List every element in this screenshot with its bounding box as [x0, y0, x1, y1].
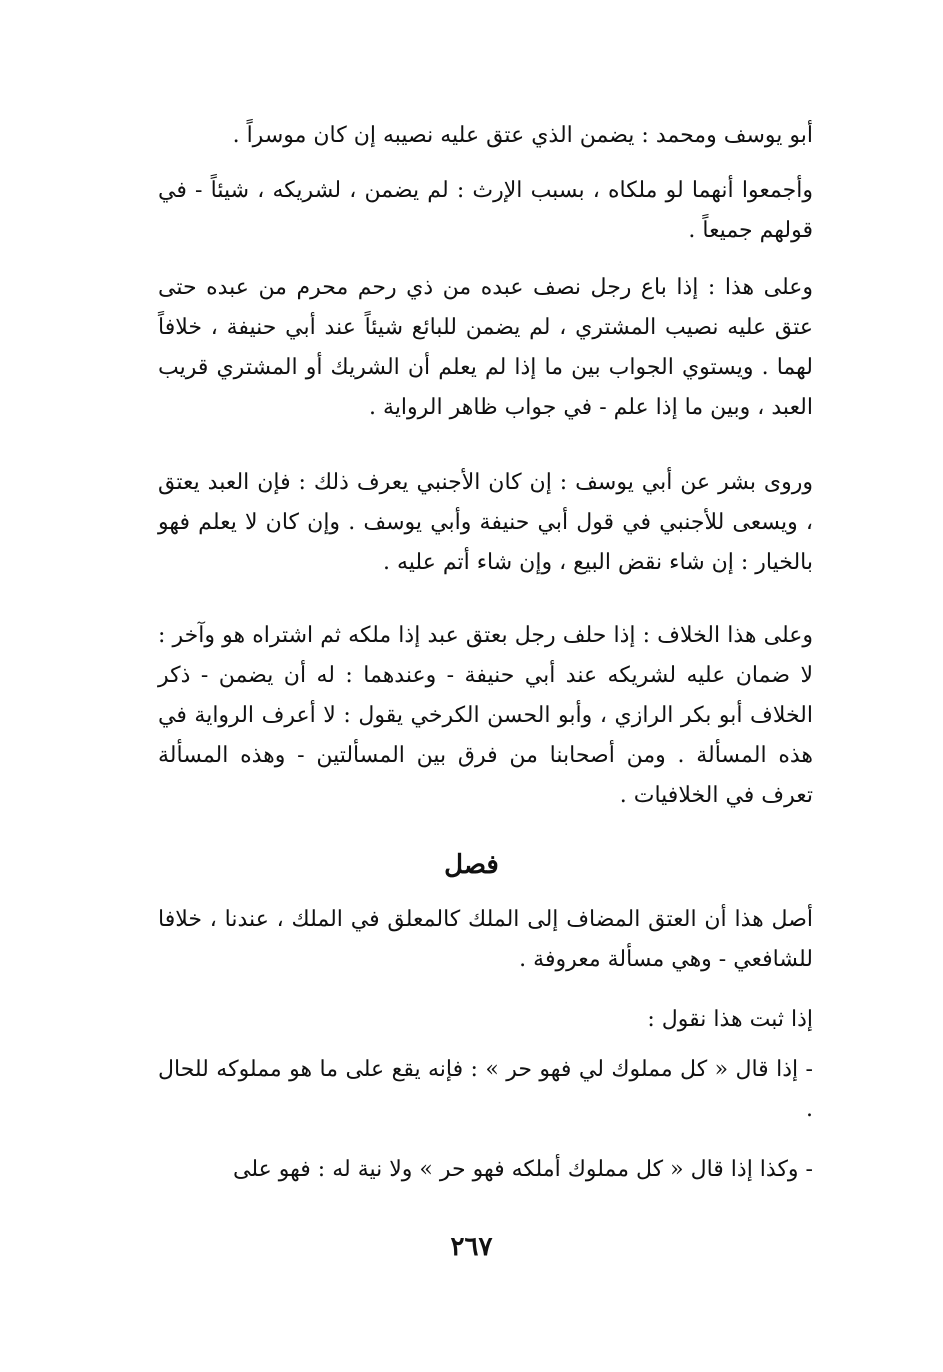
paragraph-5 — [158, 616, 813, 816]
paragraph-text: وعلى هذا : إذا باع رجل نصف عبده من ذي رحم محرم من عبده حتى عتق عليه نصيب المشتري ، لم يضمن للبائع شيئاً عند أبي حنيفة ، خلافاً لهما . ويستوي الجواب بين ما إذا لم يعلم أن الشريك أو المشتري قريب العبد ، وبين ما إذا علم - في جواب ظاهر الرواية . — [158, 275, 813, 420]
paragraph-7 — [158, 1000, 813, 1040]
paragraph-text: إذا ثبت هذا نقول : — [647, 1007, 813, 1032]
paragraph-8 — [158, 1050, 813, 1130]
paragraph-4 — [158, 463, 813, 583]
paragraph-9 — [158, 1150, 813, 1190]
paragraph-3 — [158, 268, 813, 428]
paragraph-6 — [158, 900, 813, 980]
paragraph-text: وأجمعوا أنهما لو ملكاه ، بسبب الإرث : لم يضمن ، لشريكه ، شيئاً - في قولهم جميعاً . — [158, 178, 813, 243]
page-number: ٢٦٧ — [450, 1232, 493, 1262]
paragraph-text: أصل هذا أن العتق المضاف إلى الملك كالمعلق في الملك ، عندنا ، خلافا للشافعي - وهي مسألة معروفة . — [158, 907, 813, 972]
paragraph-text: أبو يوسف ومحمد : يضمن الذي عتق عليه نصيبه إن كان موسراً . — [232, 123, 813, 148]
paragraph-text: وروى بشر عن أبي يوسف : إن كان الأجنبي يعرف ذلك : فإن العبد يعتق ، ويسعى للأجنبي في قول أبي حنيفة وأبي يوسف . وإن كان لا يعلم فهو بالخيار : إن شاء نقض البيع ، وإن شاء أتم عليه . — [158, 470, 813, 575]
paragraph-text: - إذا قال « كل مملوك لي فهو حر » : فإنه يقع على ما هو مملوكه للحال . — [158, 1057, 813, 1122]
paragraph-text: - وكذا إذا قال « كل مملوك أملكه فهو حر » ولا نية له : فهو على — [233, 1157, 813, 1182]
paragraph-2 — [158, 171, 813, 251]
section-heading: فصل — [444, 850, 499, 880]
paragraph-text: وعلى هذا الخلاف : إذا حلف رجل بعتق عبد إذا ملكه ثم اشتراه هو وآخر : لا ضمان عليه لشريكه عند أبي حنيفة - وعندهما : له أن يضمن - ذكر الخلاف أبو بكر الرازي ، وأبو الحسن الكرخي يقول : لا أعرف الرواية في هذه المسألة . ومن أصحابنا من فرق بين المسألتين - وهذه المسألة تعرف في الخلافيات . — [158, 623, 813, 808]
paragraph-1 — [158, 116, 813, 156]
